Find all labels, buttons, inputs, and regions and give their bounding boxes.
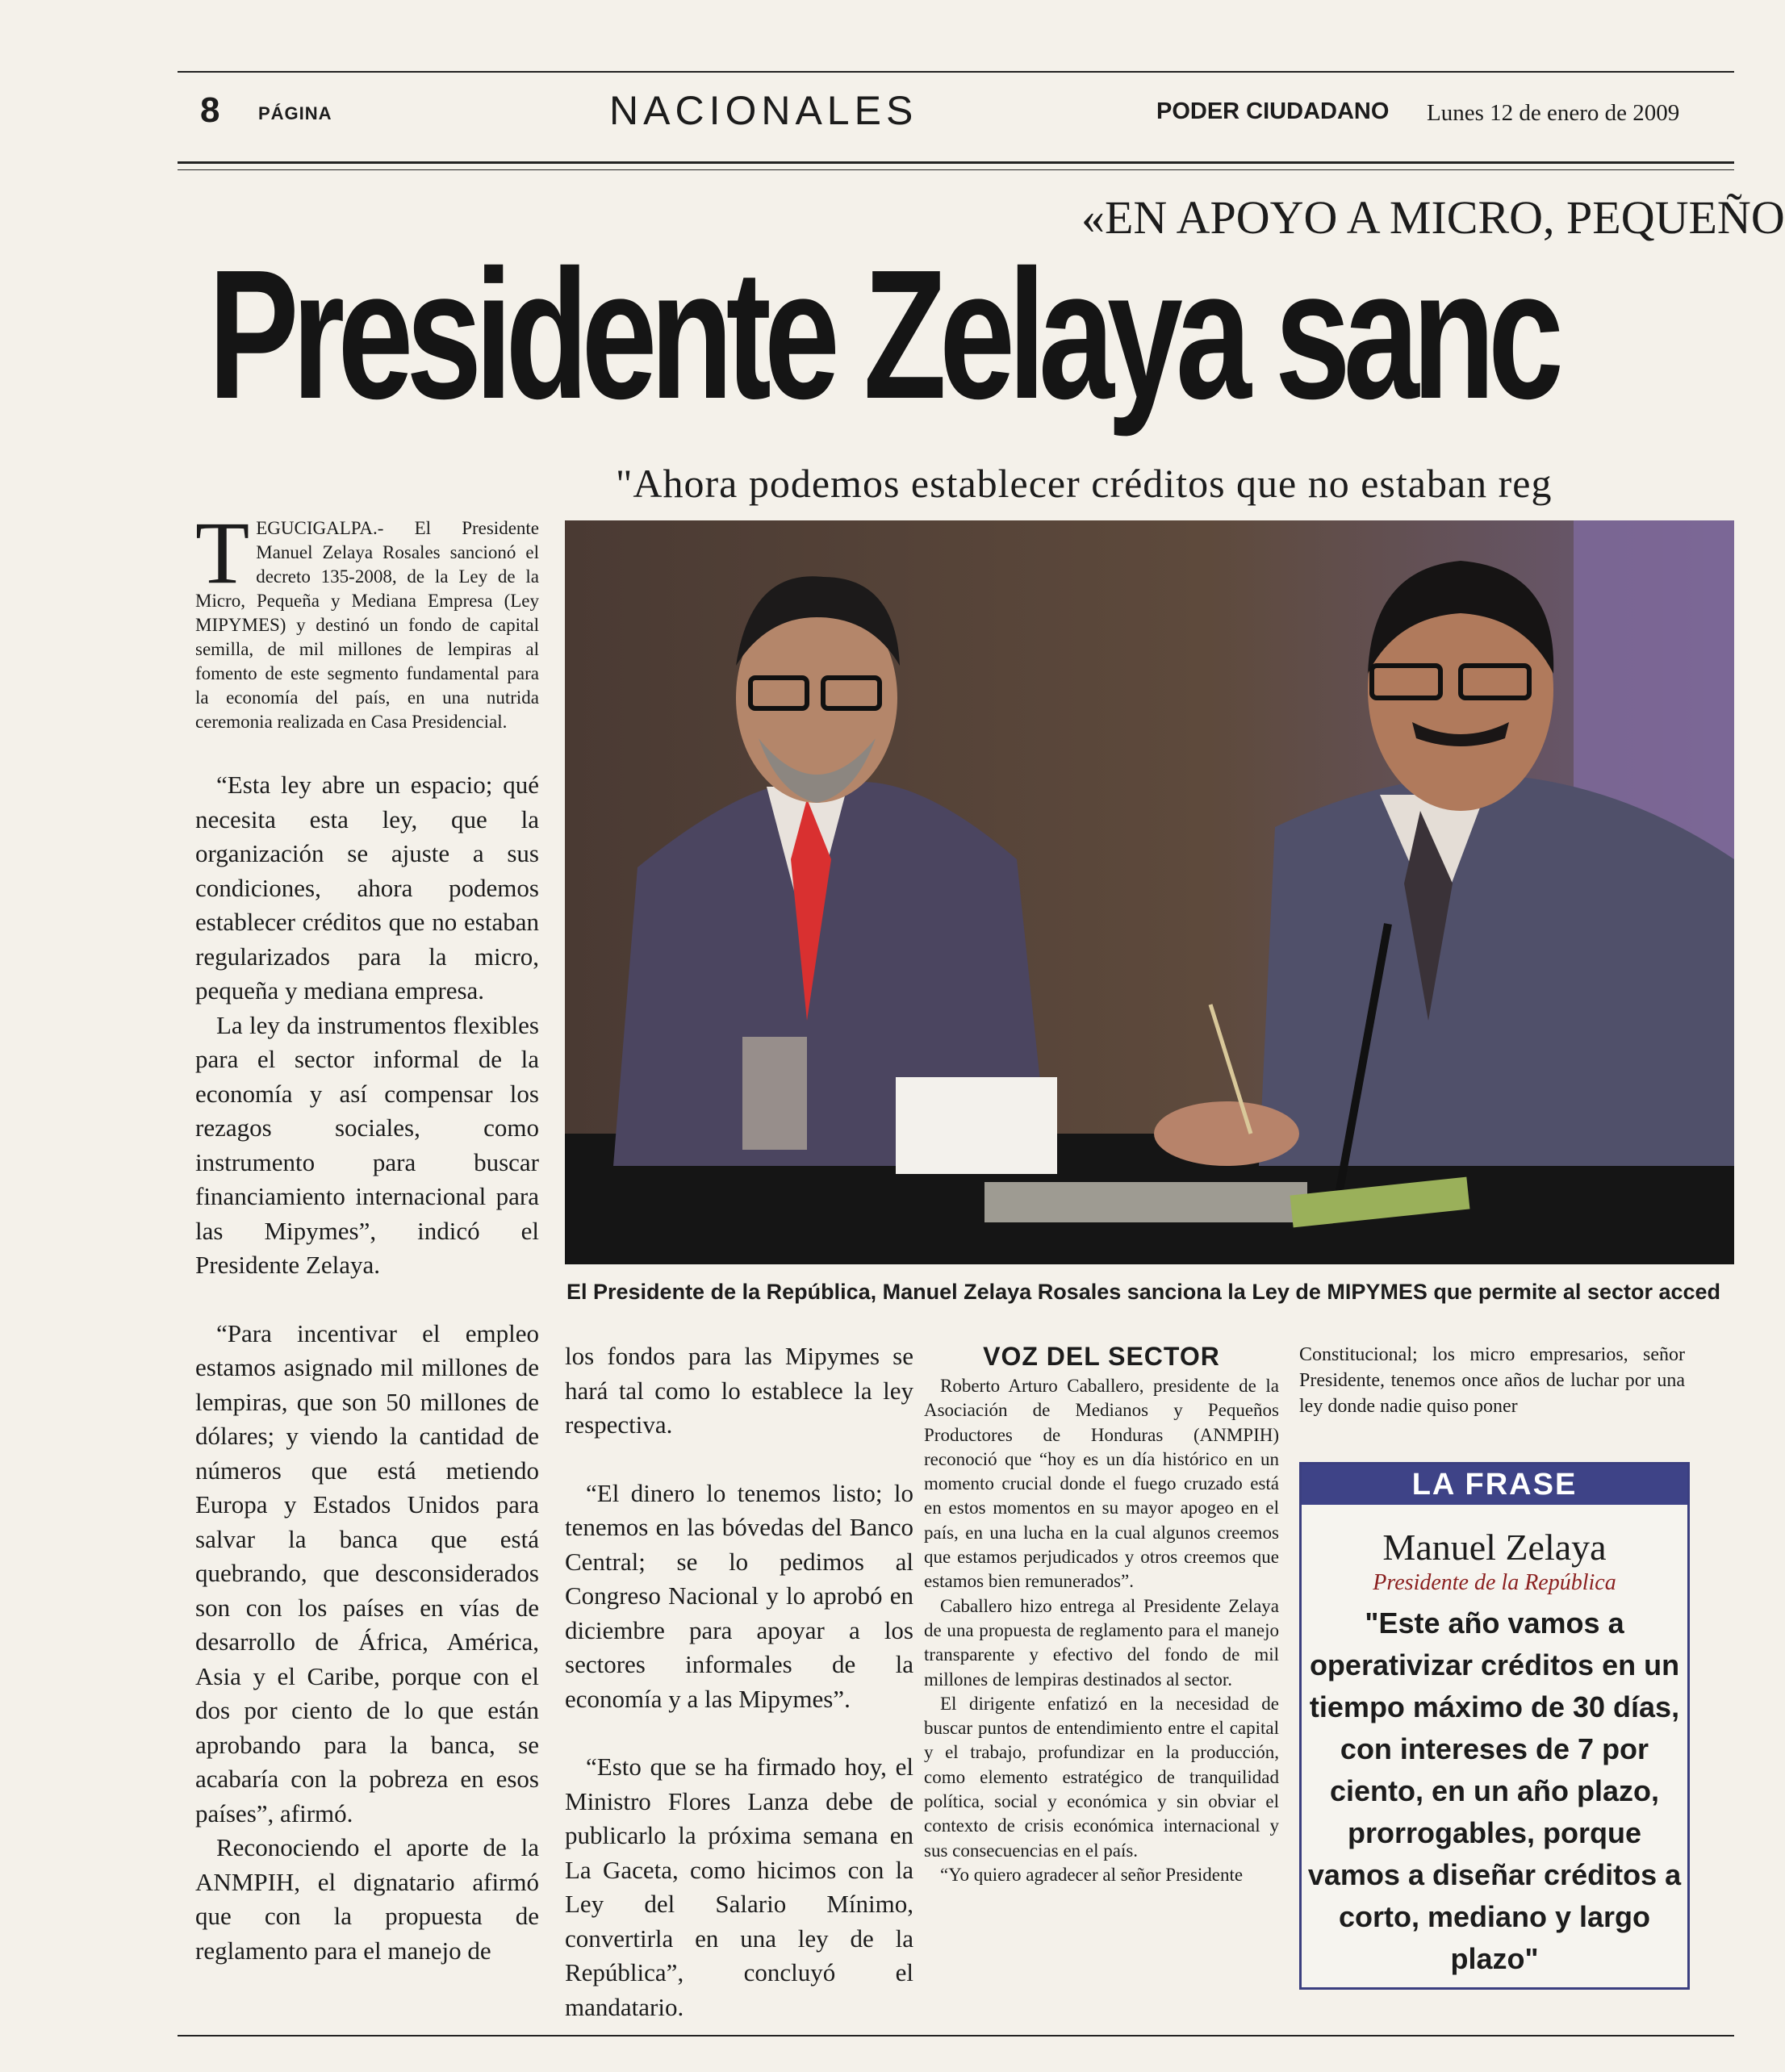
issue-date: Lunes 12 de enero de 2009 [1427, 100, 1680, 126]
quote-author-role: Presidente de la República [1373, 1570, 1616, 1595]
header-rule-1 [178, 161, 1734, 164]
article-column-2 [565, 1339, 913, 2024]
paragraph: “Para incentivar el empleo estamos asignado mil millones de lempiras, que son 50 millones de dólares; y viendo la cantidad de números que está metiendo Europa y Estados Unidos para salvar la banca que está quebrando, que desconsiderados son con los países en vías de desarrollo de África, América, Asia y el Caribe, porque con el dos por ciento de lo que están aprobando para la banca, se acabaría con la pobreza en esos países”, afirmó. [195, 1318, 539, 1828]
lead-paragraph [195, 503, 539, 734]
photo-illustration [565, 520, 1734, 1264]
paragraph: “Esto que se ha firmado hoy, el Ministro Flores Lanza debe de publicarlo la próxima semana en La Gaceta, como hicimos con la Ley del Salario Mínimo, convertirla en una ley de la República”, concluyó el mandatario. [565, 1752, 913, 2021]
main-headline: Presidente Zelaya sanc [208, 232, 1557, 437]
paragraph: “El dinero lo tenemos listo; lo tenemos en las bóvedas del Banco Central; se lo pedimos al Congreso Nacional y lo aprobó en diciembre para apoyar a los sectores informales de la economía y a las Mipymes”. [565, 1478, 913, 1713]
paper-name: PODER CIUDADANO [1156, 98, 1390, 124]
top-rule [178, 71, 1734, 73]
drop-cap: T [195, 503, 250, 602]
paragraph: Reconociendo el aporte de la ANMPIH, el dignatario afirmó que con la propuesta de reglamento para el manejo de [195, 1833, 539, 1965]
quote-box [1299, 1462, 1690, 1990]
photo-caption: El Presidente de la República, Manuel Zelaya Rosales sanciona la Ley de MIPYMES que permite al sector acced [566, 1280, 1721, 1304]
news-photo [565, 520, 1734, 1264]
section-heading: VOZ DEL SECTOR [983, 1342, 1220, 1371]
section-name: NACIONALES [609, 88, 918, 133]
paragraph: Constitucional; los micro empresarios, señor Presidente, tenemos once años de luchar por una ley donde nadie quiso poner [1299, 1344, 1685, 1417]
paragraph: La ley da instrumentos flexibles para el sector informal de la economía y así compensar los rezagos sociales, como instrumento para buscar financiamiento internacional para las Mipymes”, indicó el Presidente Zelaya. [195, 1010, 539, 1279]
headline-kicker: «EN APOYO A MICRO, PEQUEÑO [1081, 191, 1785, 244]
subheadline: "Ahora podemos establecer créditos que no estaban reg [616, 461, 1553, 506]
header-rule-2 [178, 169, 1734, 170]
paragraph: los fondos para las Mipymes se hará tal como lo establece la ley respectiva. [565, 1342, 913, 1439]
paragraph: “Yo quiero agradecer al señor Presidente [940, 1864, 1244, 1885]
lead-text: EGUCIGALPA.- El Presidente Manuel Zelaya Rosales sancionó el decreto 135-2008, de la Ley de la Micro, Pequeña y Mediana Empresa (Ley MIPYMES) y destinó un fondo de capital semilla, de mil millones de lempiras al fomento de este segmento fundamental para la economía del país, en una nutrida ceremonia realizada en Casa Presidencial. [195, 518, 539, 732]
page-label: PÁGINA [258, 103, 332, 123]
paragraph: “Esta ley abre un espacio; qué necesita esta ley, que la organización se ajuste a sus condiciones, ahora podemos establecer créditos que no estaban regularizados para la micro, pequeña y mediana empresa. [195, 771, 539, 1005]
paragraph: Caballero hizo entrega al Presidente Zelaya de una propuesta de reglamento para el manejo transparente y efectivo del fondo de mil millones de lempiras destinados al sector. [924, 1595, 1279, 1690]
article-column-3 [924, 1342, 1279, 1887]
paragraph: Roberto Arturo Caballero, presidente de la Asociación de Medianos y Pequeños Productores de Honduras (ANMPIH) reconoció que “hoy es un día histórico en un momento crucial donde el fuego cruzado está en estos momentos en su mayor apogeo en el país, en una lucha en la cual algunos creemos que estamos perjudicados y otros creemos que estamos bien remunerados”. [924, 1376, 1279, 1592]
paragraph: El dirigente enfatizó en la necesidad de buscar puntos de entendimiento entre el capital y el trabajo, profundizar en la producción, como elemento estratégico de tranquilidad política, social y económica y sin obviar el contexto de crisis económica internacional y sus consecuencias en el país. [924, 1693, 1279, 1861]
page-number: 8 [200, 90, 220, 130]
article-column-4 [1299, 1342, 1685, 1419]
quote-box-title: LA FRASE [1302, 1464, 1687, 1505]
quote-text: "Este año vamos a operativizar créditos en un tiempo máximo de 30 días, con intereses de 7 por ciento, en un año plazo, prorrogables, porque vamos a diseñar créditos a corto, mediano y largo plazo" [1307, 1606, 1682, 1975]
bottom-rule [178, 2035, 1734, 2036]
quote-author: Manuel Zelaya [1382, 1527, 1607, 1568]
article-column-1 [195, 503, 539, 1968]
